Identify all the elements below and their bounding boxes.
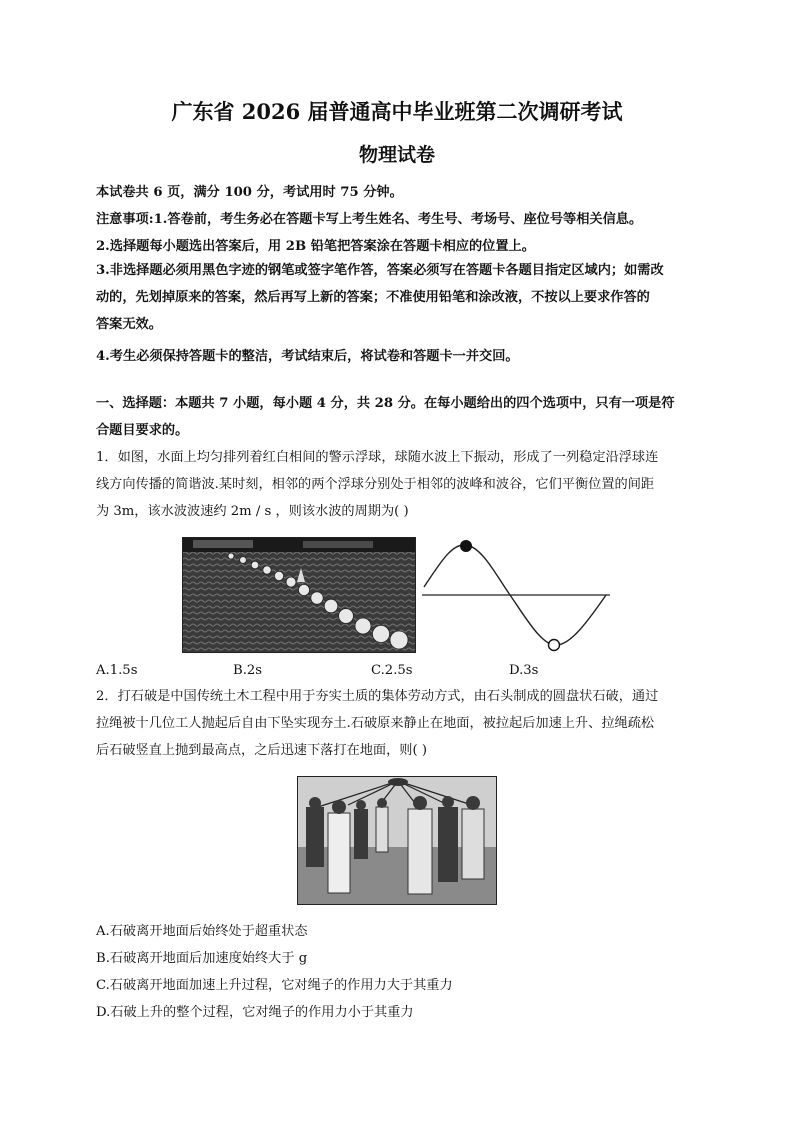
q2-option-d[interactable]: D.石破上升的整个过程，它对绳子的作用力小于其重力: [96, 1005, 414, 1020]
subject-title: 物理试卷: [358, 144, 435, 166]
q1-option-d[interactable]: D.3s: [509, 663, 539, 678]
question-2-stem: [96, 683, 698, 764]
q2-option-c[interactable]: C.石破离开地面加速上升过程，它对绳子的作用力大于其重力: [96, 978, 453, 993]
q2-option-b[interactable]: B.石破离开地面后加速度始终大于 g: [96, 951, 308, 966]
q2-option-a[interactable]: A.石破离开地面后始终处于超重状态: [96, 924, 308, 939]
q2-stem-line: 拉绳被十几位工人抛起后自由下坠实现夯土.石破原来静止在地面，被拉起后加速上升、拉绳疏松: [96, 716, 655, 731]
section-heading-line: 一、选择题：本题共 7 小题，每小题 4 分，共 28 分。在每小题给出的四个选项中，只有一项是符: [96, 396, 675, 411]
q2-stem-line: 后石破竖直上抛到最高点，之后迅速下落打在地面，则( ): [96, 743, 427, 758]
trough-buoy-dot: [549, 640, 560, 651]
buoy-photo: [182, 537, 416, 653]
notice-4: 4.考生必须保持答题卡的整洁，考试结束后，将试卷和答题卡一并交回。: [96, 349, 519, 364]
q1-option-b[interactable]: B.2s: [233, 663, 263, 678]
wave-diagram: [420, 535, 615, 655]
notice-3-line: 动的，先划掉原来的答案，然后再写上新的答案；不准使用铅笔和涂改液，不按以上要求作答的: [96, 290, 650, 305]
crest-buoy-dot: [460, 540, 472, 552]
notice-2: 2.选择题每小题选出答案后，用 2B 铅笔把答案涂在答题卡相应的位置上。: [96, 239, 535, 254]
notice-3-line: 3.非选择题必须用黑色字迹的钢笔或签字笔作答，答案必须写在答题卡各题目指定区域内；如需改: [96, 263, 664, 278]
notice-1: 注意事项:1.答卷前，考生务必在答题卡写上考生姓名、考生号、考场号、座位号等相关信息。: [96, 212, 643, 227]
notice-3: [96, 257, 698, 338]
section-heading-line: 合题目要求的。: [96, 423, 189, 438]
q1-stem-line: 为 3m，该水波波速约 2m / s ，则该水波的周期为( ): [96, 504, 409, 519]
q1-option-c[interactable]: C.2.5s: [371, 663, 413, 678]
q1-stem-line: 线方向传播的简谐波.某时刻，相邻的两个浮球分别处于相邻的波峰和波谷，它们平衡位置的间距: [96, 477, 655, 492]
q2-stem-line: 2．打石破是中国传统土木工程中用于夯实土质的集体劳动方式，由石头制成的圆盘状石破，通过: [96, 689, 659, 704]
exam-title: 广东省 2026 届普通高中毕业班第二次调研考试: [171, 99, 623, 124]
question-1-stem: [96, 444, 698, 525]
stone-tamping-photo: [297, 776, 497, 905]
exam-intro: 本试卷共 6 页，满分 100 分，考试用时 75 分钟。: [96, 185, 403, 200]
section-1-heading: [96, 390, 698, 444]
notice-3-line: 答案无效。: [96, 317, 162, 332]
q1-option-a[interactable]: A.1.5s: [96, 663, 138, 678]
q1-stem-line: 1．如图，水面上均匀排列着红白相间的警示浮球，球随水波上下振动，形成了一列稳定沿浮球连: [96, 450, 659, 465]
